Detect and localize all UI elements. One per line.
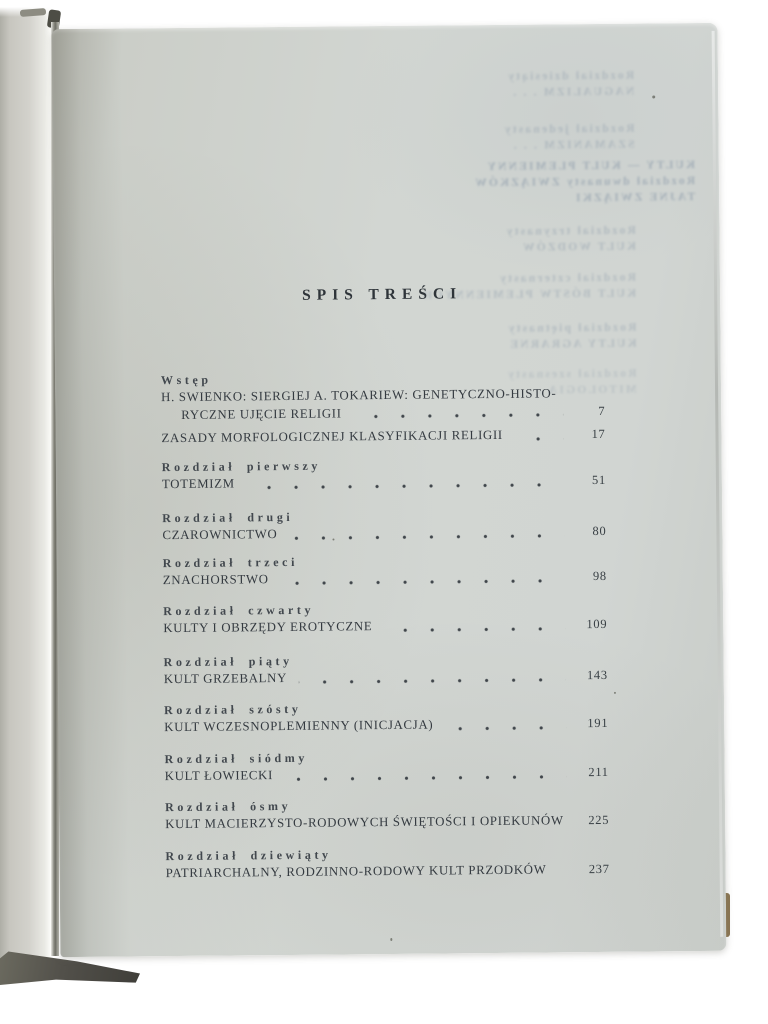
chapter-title-line bbox=[164, 715, 608, 737]
paper-speck bbox=[652, 95, 655, 98]
dot-leader bbox=[285, 774, 567, 782]
toc-entry bbox=[165, 795, 609, 834]
bleedthrough-line: KULT BÓSTW PLEMIENNYCH bbox=[421, 287, 637, 302]
chapter-title-line bbox=[162, 472, 606, 494]
toc-entry bbox=[161, 368, 605, 424]
page-number: 98 bbox=[592, 568, 607, 584]
dot-leader bbox=[281, 578, 565, 586]
chapter-title: RYCZNE UJĘCIE RELIGII bbox=[181, 405, 342, 422]
bleedthrough-line: KULT WODZÓW bbox=[520, 240, 636, 254]
toc-entry bbox=[163, 599, 607, 638]
toc-entry bbox=[164, 698, 608, 737]
paper-speck bbox=[614, 692, 616, 694]
paper-speck bbox=[332, 539, 334, 541]
chapter-heading: Rozdział dziewiąty bbox=[165, 847, 332, 864]
page-number: 191 bbox=[587, 715, 609, 731]
chapter-title: ZNACHORSTWO bbox=[162, 572, 269, 588]
chapter-title-line bbox=[164, 667, 608, 689]
chapter-title: KULT WCZESNOPLEMIENNY (INICJACJA) bbox=[164, 717, 434, 735]
chapter-title: PATRIARCHALNY, RODZINNO-RODOWY KULT PRZODKÓW bbox=[165, 862, 547, 881]
chapter-title-line bbox=[165, 812, 609, 834]
dot-leader bbox=[299, 677, 566, 685]
toc-entry bbox=[161, 426, 605, 448]
chapter-heading: Rozdział piąty bbox=[163, 653, 293, 670]
page-number: 211 bbox=[588, 764, 609, 780]
chapter-title: CZAROWNICTWO bbox=[162, 527, 278, 543]
bleedthrough-line: Rozdział szesnasty bbox=[506, 367, 637, 381]
dot-leader bbox=[247, 482, 564, 490]
chapter-title-line bbox=[165, 764, 609, 786]
chapter-heading: Rozdział trzeci bbox=[162, 554, 299, 571]
chapter-title-line bbox=[163, 568, 607, 590]
page-number: 17 bbox=[591, 426, 606, 442]
dot-leader bbox=[354, 412, 564, 419]
dot-leader bbox=[559, 871, 568, 876]
chapter-title: TOTEMIZM bbox=[161, 476, 235, 492]
dot-leader bbox=[445, 725, 566, 731]
chapter-heading: Rozdział szósty bbox=[164, 701, 302, 718]
chapter-heading: Rozdział pierwszy bbox=[161, 458, 322, 475]
bleedthrough-line: SZAMANIZM . . . bbox=[511, 138, 635, 152]
chapter-title: KULT ŁOWIECKI bbox=[164, 768, 274, 784]
page-number: 51 bbox=[591, 472, 606, 488]
dot-leader bbox=[289, 533, 564, 541]
toc-entry bbox=[164, 747, 608, 786]
bleedthrough-line: KULTY AGRARNE bbox=[508, 337, 637, 351]
text-column bbox=[158, 24, 611, 956]
toc-entry bbox=[163, 551, 607, 590]
left-page-edge bbox=[0, 7, 53, 963]
chapter-title-line bbox=[162, 523, 606, 545]
dot-leader bbox=[515, 436, 564, 441]
bleedthrough-line: TAJNE ZWIĄZKI bbox=[573, 191, 696, 205]
chapter-title-line bbox=[166, 861, 610, 883]
chapter-title: ZASADY MORFOLOGICZNEJ KLASYFIKACJI RELIGII bbox=[161, 427, 503, 446]
chapter-title: KULT MACIERZYSTO-RODOWYCH ŚWIĘTOŚCI I OPIEKUNÓW bbox=[165, 813, 564, 832]
chapter-heading: Rozdział ósmy bbox=[164, 798, 292, 815]
chapter-heading: Rozdział drugi bbox=[162, 509, 294, 526]
chapter-heading: Wstęp bbox=[160, 372, 212, 388]
chapter-title: KULTY I OBRZĘDY EROTYCZNE bbox=[163, 619, 373, 636]
page-number: 7 bbox=[598, 403, 606, 418]
bleedthrough-line: Rozdział czternasty bbox=[497, 271, 637, 285]
chapter-title-line bbox=[161, 426, 605, 448]
chapter-heading: Rozdział czwarty bbox=[163, 602, 315, 619]
chapter-title: KULT GRZEBALNY bbox=[163, 670, 288, 687]
toc-page bbox=[52, 23, 727, 957]
toc-entry bbox=[165, 844, 609, 883]
chapter-heading: Rozdział siódmy bbox=[164, 750, 308, 767]
chapter-title: H. SWIENKO: SIERGIEJ A. TOKARIEW: GENETYCZNO-HISTO- bbox=[161, 386, 557, 405]
bleedthrough-line: Rozdział dziesiąty bbox=[505, 69, 635, 83]
toc-entry bbox=[162, 455, 606, 494]
paper-speck bbox=[390, 938, 392, 941]
page-number: 109 bbox=[586, 616, 608, 632]
chapter-title-line bbox=[161, 402, 605, 424]
toc-entry bbox=[162, 506, 606, 545]
chapter-title-line bbox=[163, 616, 607, 638]
bleedthrough-line: Rozdział jedenasty bbox=[502, 122, 635, 136]
toc-entry bbox=[164, 650, 608, 689]
page-number: 143 bbox=[586, 667, 608, 683]
bleedthrough-line: KULTY — KULT PLEMIENNY bbox=[485, 159, 695, 174]
page-number: 237 bbox=[588, 861, 610, 877]
page-number: 80 bbox=[592, 523, 607, 539]
bleedthrough-line: MITOLOGIA . . bbox=[527, 383, 638, 397]
bleedthrough-line: Rozdział trzynasty bbox=[504, 224, 636, 238]
bleedthrough-line: NAGUALIZM . . . bbox=[511, 85, 635, 99]
bleedthrough-line: Rozdział dwunasty ZWIĄZKÓW bbox=[472, 175, 696, 190]
bleedthrough-line: Rozdział piętnasty bbox=[506, 321, 637, 335]
page-number: 225 bbox=[588, 812, 610, 828]
toc-title: SPIS TREŚCI bbox=[302, 285, 463, 304]
dot-leader bbox=[384, 626, 565, 633]
